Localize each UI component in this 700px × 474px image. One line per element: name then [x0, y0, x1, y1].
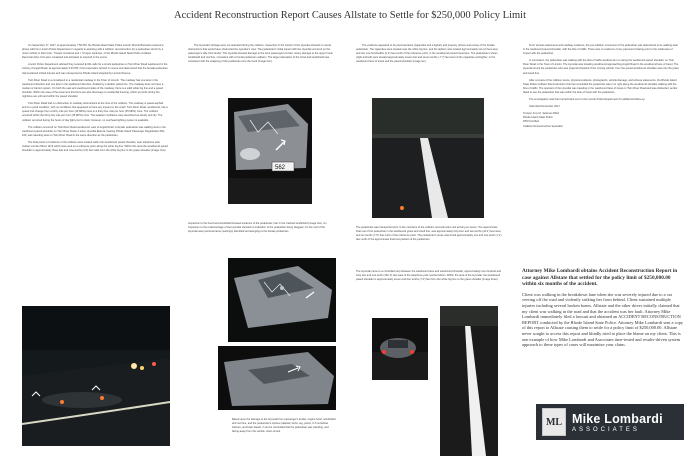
photo-caption: Based upon the damage to the Hyundai from passenger's fender, engine hood, windshield and roof line, and the pedestrian's injuries (skeletal, limbs, leg, pelvis, C-5 vertebrae fracture, and brain bleed), it can be concluded that the pedestrian was standing, and facing away from the vehicle, when struck. — [232, 418, 336, 434]
signature-block — [523, 112, 679, 128]
firm-logo — [536, 404, 684, 440]
paragraph: The collision occurred on Twin River Road westbound, east of Angell Road. A female pedestrian was walking west in the westbound paved shoulder on Twin River Road. A silver Hyundai Elantra, bearing Rhode Island Passenger Registration 562-160, was traveling west on Twin River Road in the same direction as the pedestrian. — [22, 125, 166, 137]
logo-name: Mike Lombardi — [572, 411, 663, 426]
page-title: Accident Reconstruction Report Causes Allstate to Settle for $250,000 Policy Limit — [174, 10, 526, 21]
road-fogline-photo — [440, 306, 498, 456]
paragraph: From witness statements and roadway evidence, the pre-collision movement of the pedestrian was determined to be walking west in the westbound paved shoulder, with the flow of traffic. There was no evidence of any pavement braking prior to the initial area of impact with the pedestrian. — [523, 44, 678, 56]
logo-text — [572, 412, 663, 433]
photo-caption: The pedestrian was transported prior to the members of the collision reconstruction unit arriving on scene. The approximate final rest of the pedestrian in the westbound grass and wood line, was approximately forty-four and two tenths (44.2') feet west and ten tenths (7.6') feet north of the reference point. The pedestrian's purse was found approximately one and one-tenth (1.1') feet north of the approximate final rest position of the pedestrian. — [356, 226, 502, 242]
column-4 — [523, 44, 679, 129]
night-road-photo — [22, 306, 170, 446]
promo-block — [522, 268, 684, 348]
paragraph: The evidence appeared to be personal items (cigarettes and a lighter) and property (shoes and purse) of the female pedestrian. The cigarettes were located near the white fog line, and the lighters was located approximately two (2) feet west and two one-hundredths (2.2') feet south of the reference point, in the westbound paved travel lane. The pedestrian's shoes (right and left) were located approximately seven feet and seven tenths (-7.7) feet west of the cigarettes and lighter, in the westbound lane of travel and the paved shoulder (image ten). — [356, 44, 498, 64]
paragraph: The final points of evidence of the collision were located within the westbound paved shoulder, near telephone pole marker number Mixon 2F/3 which was used as a reference point along the white fog line. Within this area the westbound paved shoulder is approximately three feet and nine-tenths (3.9') feet wide from the white fog line to the grass shoulder (image nine). — [22, 140, 168, 153]
paragraph: Lincoln Police Department advised they received E-911 calls for a struck pedestrian on Twin River Road westbound in the vicinity of Angell Road, at approximately 6:33 PM. First responders arrived on scene and determined that the female pedestrian had sustained critical injuries and was transported to Rhode Island Hospital by Lincoln Rescue. — [22, 63, 168, 75]
road-fogline-photo — [372, 98, 484, 218]
signature-line: RTM Certified — [523, 120, 539, 124]
paragraph: Twin River Road is a considered to a residential roadway in the Town of Lincoln. The roadway has one lane in the westbound direction and one lane in the eastbound direction, divided by a double yellow line. The roadway does not have a median or barrier system. On both the east and westbound sides of the roadway, there is a solid white fog line and a paved shoulder. Within the area of the pavement this there are also driveways to residential housing, which at points during the nighttime are unlit and within the paved shoulder. — [22, 78, 164, 99]
logo-subtitle: ASSOCIATES — [572, 426, 640, 433]
plate-number: 562 — [275, 165, 286, 171]
fender-photo — [218, 346, 336, 410]
column-3 — [356, 44, 502, 67]
paragraph: On September 17, 2017, at approximately 7:50 PM, the Rhode Island State Police Lincoln Woods Barracks received a phone call from Lincoln Police Department in regards to assisting with a collision reconstruction for a pedestrian struck by a motor vehicle in their town. Trooper Costanza and I, Trooper Jackman, of the Rhode Island State Police Collision Reconstruction Unit were contacted and activated to respond to the scene. — [22, 44, 164, 60]
promo-title: Attorney Mike Lombardi obtains Accident Reconstruction Report in case against Allstate that settled for the policy limit of $250,000.00 within six months of the accident. — [522, 268, 678, 288]
paragraph: The investigation was then turned back over to the Lincoln Police Department for additional follow-up. — [529, 98, 646, 102]
paragraph: In conclusion, the pedestrian was walking with the flow of traffic westbound in or along the westbound paved shoulder, on Twin River Road in the Town of Lincoln. The Hyundai was traveling westbound approaching Angell Road in the westbound lane of travel. The Hyundai struck the pedestrian who was projected forward of the moving vehicle, from the paved westbound shoulder area into the grass and wood line. — [523, 59, 679, 75]
submitted-line: Submitted December 2017 — [529, 105, 560, 109]
signature-line: Collision Reconstruction Specialist — [523, 124, 563, 128]
signature-line: Rhode Island State Police — [523, 116, 553, 120]
paragraph: Twin River Road had no obstruction to roadway obstructions at the time of the collision. The roadway is paved asphalt and is in good condition, with no conditions that appeared to have any impact on the crash. Twin River Road, westbound, has a speed limit change from a thirty mile per hour (30 MPH) zone to a thirty-five mile per hour (35 MPH) zone. The collision occurred within the thirty-five mile per hour (35 MPH) zone. The weather conditions were described as cloudy and dry. The collision occurred during the hours of day light prior to dusk; however, no overhead lighting system is available. — [22, 102, 168, 122]
windshield-photo — [228, 258, 336, 342]
paragraph: The Hyundai's airbags were not activated during the collision. Inspection of the interior of the Hyundai showed no visual obstructions that would have obstructed the operator's view. The pedestrian's initial impact with the Hyundai occurred on the passenger's side front fender. The Hyundai showed damage to the front passenger's fender, heavy damage to the upper hood, windshield and roof line, consistent with a frontal pedestrian collision. The large indentation of the hood and windshield was consistent with the wrapping of the pedestrian onto the hood (image four). — [188, 44, 333, 64]
logo-mark: ML — [542, 408, 566, 436]
car-damage-photo — [228, 98, 312, 204]
column-1 — [22, 44, 168, 156]
photo-caption: The Hyundai came to a controlled stop between the westbound lane and westbound shoulder, approximately one hundred and sixty-two and one-tenth (162.1') feet west of the telephone pole number Mixon. Within the area of the Hyundai, the westbound paved shoulder is approximately seven and four tenths (7.4') feet from the white fog line to the grass shoulder (image three). — [356, 270, 501, 282]
vehicle-rest-photo — [372, 318, 428, 380]
column-2 — [188, 44, 334, 67]
promo-body: Client was walking in the breakdown lane when she was severely injured due to a car veering off the road and violently striking her from behind. Client sustained multiple injuries including several broken bones. Allstate and the other driver initially claimed that my client was walking in the road and that the accident was her fault. Attorney Mike Lombardi immediately filed a lawsuit and obtained an ACCIDENT RECONSTRUCTION REPORT conducted by the Rhode Island State Police. Attorney Mike Lombardi sent a copy of this report to Allstate causing them to settle for a policy limit of $250,000.00. Allstate never sought to access this report and blindly tried to place the blame on my client. This is one example of how Mike Lombardi and Associates time-tested and results-driven system approach to these types of cases will maximize your claim. — [522, 291, 684, 348]
paragraph: After a review of the collision scene, physical evidence, photographs, vehicle damage, and witness statements, the Rhode Island State Police Collision Reconstruction Unit has concluded the pedestrian was in or right along the westbound shoulder walking with the flow of traffic. The operator of the Hyundai was traveling in the westbound lane of travel on Twin River Road and was distracted, and/or failed to see the pedestrian that was within the lane of travel with the pedestrian. — [523, 78, 678, 94]
signature-line: Trooper Amy M. Jackman #944 — [523, 112, 559, 116]
photo-caption: Inspection to the hood and windshield showed evidence of the pedestrian; hair in the cracked windshield (image five). An inspection to the undercarriage of the Hyundai showed no indication of the pedestrian being dragged. On the roof of the Hyundai were personal items (earrings) identified as belonging to the female pedestrian. — [188, 222, 327, 234]
